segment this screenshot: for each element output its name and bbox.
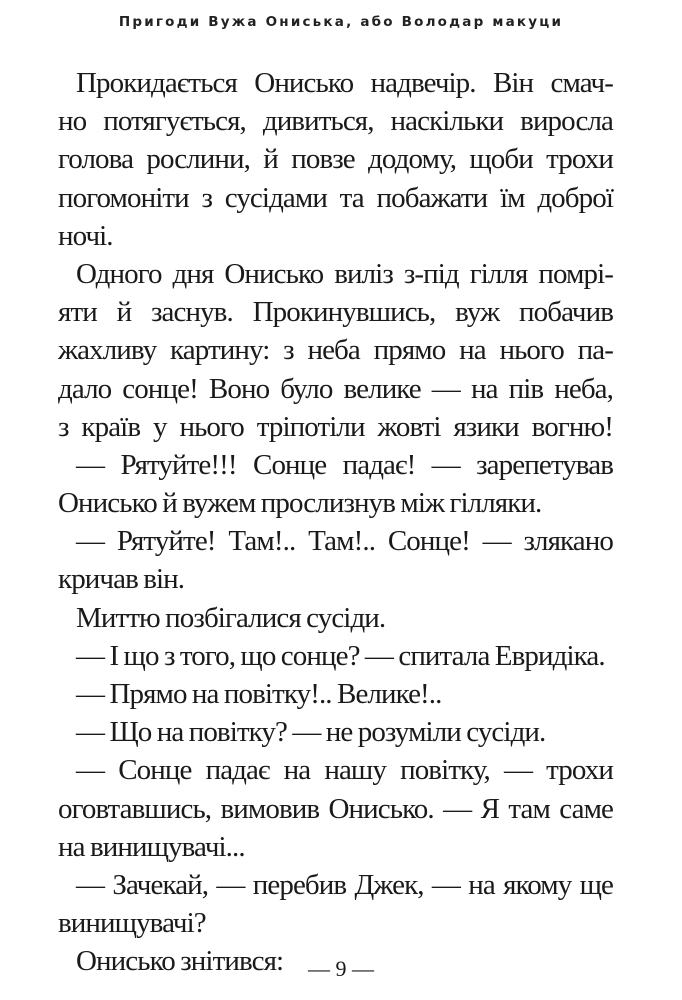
text-line: кричав він. — [58, 563, 185, 596]
text-line: яти й заснув. Прокинувшись, вуж побачив — [58, 296, 613, 329]
text-line: но потягується, дивиться, наскільки виросла — [58, 105, 613, 138]
text-line: — Сонце падає на нашу повітку, — трохи — [76, 754, 613, 787]
text-line: ночі. — [58, 219, 113, 252]
text-line: — Рятуйте! Там!.. Там!.. Сонце! — злякано — [76, 525, 613, 558]
text-line: — І що з того, що сонце? — спитала Евридіка. — [76, 639, 605, 672]
text-line: Миттю позбігалися сусіди. — [76, 601, 386, 634]
text-line: оговтавшись, вимовив Онисько. — Я там саме — [58, 792, 613, 825]
text-line: на винищувачі... — [58, 830, 245, 863]
text-line: Онисько знітився: — [76, 945, 284, 978]
text-line: погомоніти з сусідами та побажати їм доброї — [58, 181, 613, 214]
text-line: Прокидається Онисько надвечір. Він смач- — [76, 67, 613, 99]
text-line: Одного дня Онисько виліз з-під гілля помрі- — [76, 257, 613, 290]
text-line: з країв у нього тріпотіли жовті язики вогню! — [58, 410, 613, 443]
text-line: — Прямо на повітку!.. Велике!.. — [76, 678, 442, 710]
text-line: — Рятуйте!!! Сонце падає! — зарепетував — [76, 448, 613, 481]
text-line: — Зачекай, — перебив Джек, — на якому ще — [76, 868, 613, 901]
text-line: — Що на повітку? — не розуміли сусіди. — [76, 716, 546, 749]
page-number: — 9 — — [308, 956, 374, 981]
text-line: голова рослини, й повзе додому, щоби трохи — [58, 143, 613, 176]
text-line: Онисько й вужем прослизнув між гілляки. — [58, 487, 542, 520]
text-line: дало сонце! Воно було велике — на пів неба, — [58, 372, 613, 405]
page-body-text — [58, 64, 613, 981]
text-line: винищувачі? — [58, 907, 206, 940]
running-header: Пригоди Вужа Ониська, або Володар макуци — [118, 14, 564, 30]
text-line: жахливу картину: з неба прямо на нього па- — [58, 334, 613, 367]
